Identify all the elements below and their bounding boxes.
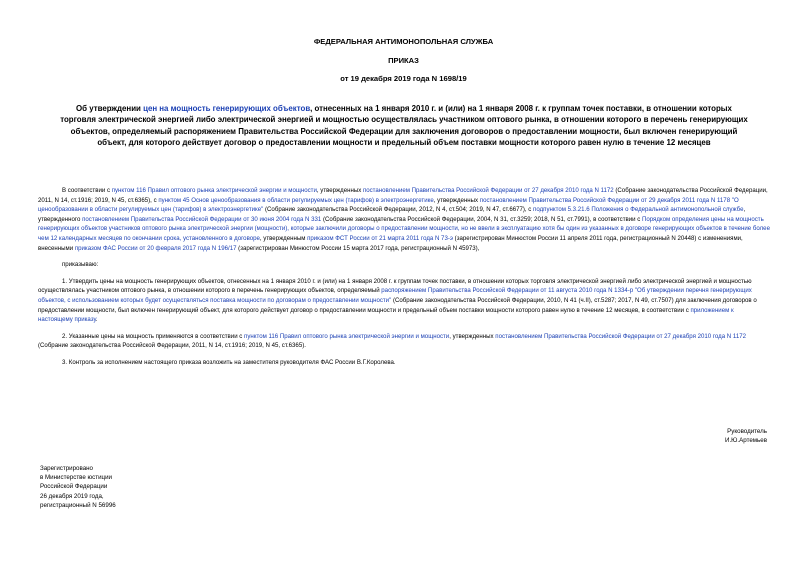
link-fst-order-73e[interactable]: приказом ФСТ России от 21 марта 2011 года N 73-э: [307, 234, 453, 242]
item-1: [38, 277, 770, 325]
text: , утвержденным: [259, 234, 308, 242]
text: (Собрание законодательства Российской Федерации, 2011, N 14, ст.1916; 2019, N 45, ст.6365).: [38, 342, 306, 350]
preamble-paragraph: [38, 186, 770, 253]
link-price-procedure[interactable]: Порядком определения цены на мощность генерирующих объектов участников оптового рынка электрической энергии (мощности), которые заключили договоры о предоставлении мощности, но не ввели в эксплуатацию хотя бы один из указанных в договоре генерирующих объектов в течение более чем 12 календарных месяцев по окончании срока, установленного в договоре: [38, 215, 770, 242]
doc-type: ПРИКАЗ: [388, 56, 419, 65]
text: , утвержденных: [316, 187, 363, 194]
doc-date: от 19 декабря 2019 года N 1698/19: [340, 74, 467, 83]
text: (зарегистрирован Минюстом России 11 апреля 2011 года, регистрационный N 20448) с изменениями, внесенными: [38, 234, 743, 252]
order-word: приказываю:: [62, 261, 99, 269]
title-link[interactable]: цен на мощность генерирующих объектов: [143, 104, 311, 113]
link-wholesale-rules[interactable]: пунктом 116 Правил оптового рынка электрической энергии и мощности: [111, 187, 317, 194]
text: (зарегистрирован Минюстом России 15 марта 2017 года, регистрационный N 45973),: [236, 244, 480, 252]
link-fas-order-196[interactable]: приказом ФАС России от 20 февраля 2017 года N 196/17: [74, 244, 237, 252]
doc-body: [38, 186, 770, 368]
title-rest: , отнесенных на 1 января 2010 г. и (или) на 1 января 2008 г. к группам точек поставки, в отношении которых торговля электрической энергией либо электрической энергией и мощностью осуществлялась участником оптового рынка, в отношении которого в перечень генерирующих объектов, определяемый распоряжением Правительства Российской Федерации для заключения договоров о предоставлении мощности, был включен генерирующий объект, для которого действует договор о предоставлении мощности и предельный объем поставки мощности которого равен нулю в течение 12 месяцев: [60, 104, 748, 148]
link-wholesale-rules-2[interactable]: пунктом 116 Правил оптового рынка электрической энергии и мощности: [244, 332, 450, 340]
link-fas-regulation[interactable]: подпунктом 5.3.21.6 Положения о Федеральной антимонопольной службе: [533, 206, 744, 214]
registration-line: Российской Федерации: [40, 483, 108, 491]
link-resolution-1178[interactable]: постановлением Правительства Российской Федерации от 29 декабря 2011 года N 1178 "О ценообразовании в области регулируемых цен (тарифов) в электроэнергетике": [38, 196, 739, 214]
text: (Собрание законодательства Российской Федерации, 2011, N 14, ст.1916; 2019, N 45, ст.6365), с: [38, 187, 768, 204]
text: (Собрание законодательства Российской Федерации, 2004, N 31, ст.3259; 2018, N 51, ст.7991), в соответствии с: [321, 215, 642, 223]
text: (Собрание законодательства Российской Федерации, 2010, N 41 (ч.II), ст.5287; 2017, N 49, ст.7507) для заключения договоров о предоставлении мощности, был включен генерирующий объект, для которого действует договор о предоставлении мощности и предельный объем поставки мощности которого равен нулю в течение 12 месяцев, в соответствии с: [38, 296, 757, 314]
link-resolution-331[interactable]: постановлением Правительства Российской Федерации от 30 июня 2004 года N 331: [82, 215, 322, 223]
item-3: 3. Контроль за исполнением настоящего приказа возложить на заместителя руководителя ФАС России В.Г.Королева.: [62, 358, 396, 366]
text: В соответствии с: [62, 187, 112, 194]
text: 1. Утвердить цены на мощность генерирующих объектов, отнесенных на 1 января 2010 г. и (или) на 1 января 2008 г. к группам точек поставки, в отношении которых торговля электрической энергией либо электрической энергией и мощностью осуществлялась участником оптового рынка, в отношении которого в перечень генерирующих объектов, определяемый: [38, 277, 752, 295]
signer-name: И.Ю.Артемьев: [725, 437, 767, 445]
signer-role: Руководитель: [727, 428, 767, 435]
text: , утвержденных: [449, 332, 496, 340]
registration-line: Зарегистрировано: [40, 465, 93, 472]
link-order-1334r[interactable]: распоряжением Правительства Российской Федерации от 11 августа 2010 года N 1334-р "Об утверждении перечня генерирующих объектов, с использованием которых будет осуществляться поставка мощности по договорам о предоставлении мощности": [38, 287, 752, 304]
title-prefix: Об утверждении: [76, 104, 144, 113]
link-resolution-1172-2[interactable]: постановлением Правительства Российской Федерации от 27 декабря 2010 года N 1172: [495, 332, 747, 340]
text: , утвержденного: [38, 206, 746, 223]
link-resolution-1172[interactable]: постановлением Правительства Российской Федерации от 27 декабря 2010 года N 1172: [362, 187, 614, 194]
text: , утвержденных: [433, 196, 480, 204]
registration-block: [40, 464, 240, 510]
item-2: [38, 332, 770, 351]
registration-line: регистрационный N 56996: [40, 501, 116, 509]
registration-line: 26 декабря 2019 года,: [40, 492, 104, 500]
link-appendix[interactable]: приложением к настоящему приказу: [38, 306, 734, 324]
text: (Собрание законодательства Российской Федерации, 2012, N 4, ст.504; 2019, N 47, ст.6677), с: [263, 206, 534, 214]
link-pricing-basics[interactable]: пунктом 45 Основ ценообразования в области регулируемых цен (тарифов) в электроэнергетике: [158, 196, 434, 204]
doc-title: [60, 103, 748, 149]
text: .: [95, 316, 98, 324]
agency-name: ФЕДЕРАЛЬНАЯ АНТИМОНОПОЛЬНАЯ СЛУЖБА: [313, 37, 494, 46]
registration-line: в Министерстве юстиции: [40, 474, 113, 482]
text: 2. Указанные цены на мощность применяются в соответствии с: [62, 332, 245, 340]
signature-block: [567, 427, 767, 446]
